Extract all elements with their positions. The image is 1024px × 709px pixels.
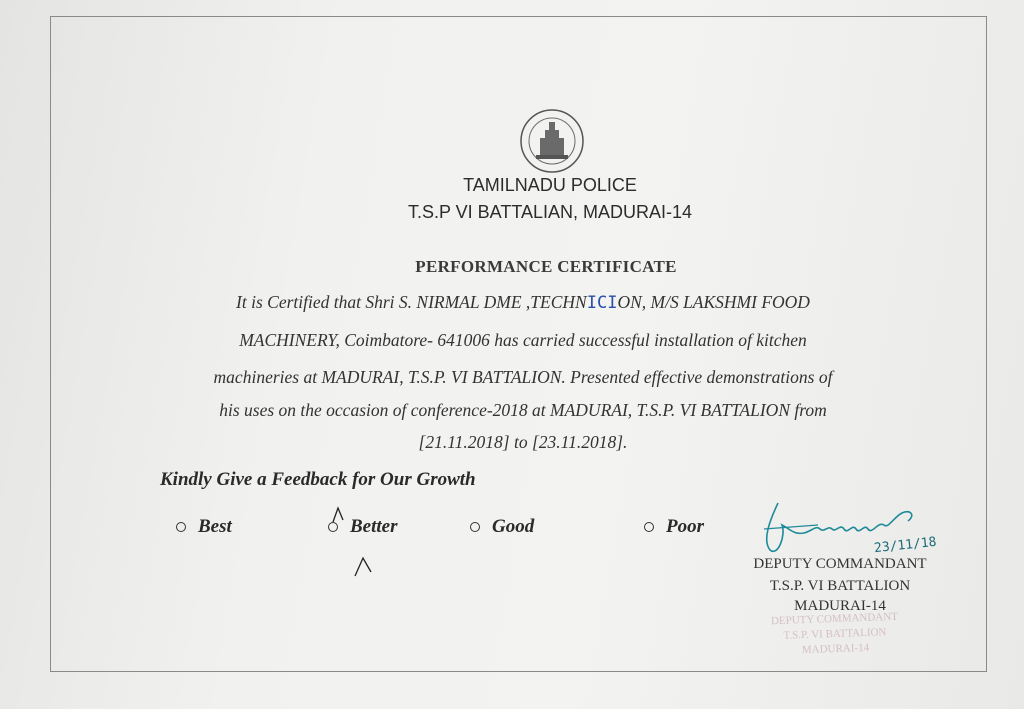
header-title: TAMILNADU POLICE	[463, 175, 637, 195]
designation-unit: T.S.P. VI BATTALION	[769, 578, 911, 594]
handwritten-tick-icon	[325, 500, 395, 580]
certificate-title: PERFORMANCE CERTIFICATE	[415, 257, 677, 276]
radio-icon[interactable]	[470, 522, 480, 532]
feedback-prompt: Kindly Give a Feedback for Our Growth	[160, 469, 476, 490]
certificate-line-4: his uses on the occasion of conference-2018 at MADURAI, T.S.P. VI BATTALION from	[219, 400, 827, 420]
designation-title: DEPUTY COMMANDANT	[753, 556, 927, 572]
tamilnadu-emblem-icon	[519, 108, 585, 174]
header-subtitle: T.S.P VI BATTALIAN, MADURAI-14	[407, 202, 693, 222]
feedback-option-good[interactable]: Good	[470, 516, 534, 538]
radio-icon[interactable]	[644, 522, 654, 532]
feedback-option-better[interactable]: Better	[328, 516, 398, 538]
signature-date: 23/11/18	[873, 534, 938, 557]
designation-location: MADURAI-14	[794, 598, 886, 614]
radio-icon[interactable]	[176, 522, 186, 532]
faded-stamp-icon: DEPUTY COMMANDANT T.S.P. VI BATTALION MADURAI-14	[770, 610, 899, 657]
certificate-line-5: [21.11.2018] to [23.11.2018].	[418, 432, 628, 452]
certificate-line-1: It is Certified that Shri S. NIRMAL DME ,TECHNICION, M/S LAKSHMI FOOD	[236, 292, 810, 313]
certificate-line-3: machineries at MADURAI, T.S.P. VI BATTALION. Presented effective demonstrations of	[213, 367, 833, 387]
feedback-option-poor[interactable]: Poor	[644, 516, 704, 538]
feedback-option-best[interactable]: Best	[176, 516, 232, 538]
certificate-line-2: MACHINERY, Coimbatore- 641006 has carried successful installation of kitchen	[239, 330, 807, 350]
signature-icon	[760, 495, 930, 565]
handwritten-correction: ICI	[586, 293, 618, 313]
